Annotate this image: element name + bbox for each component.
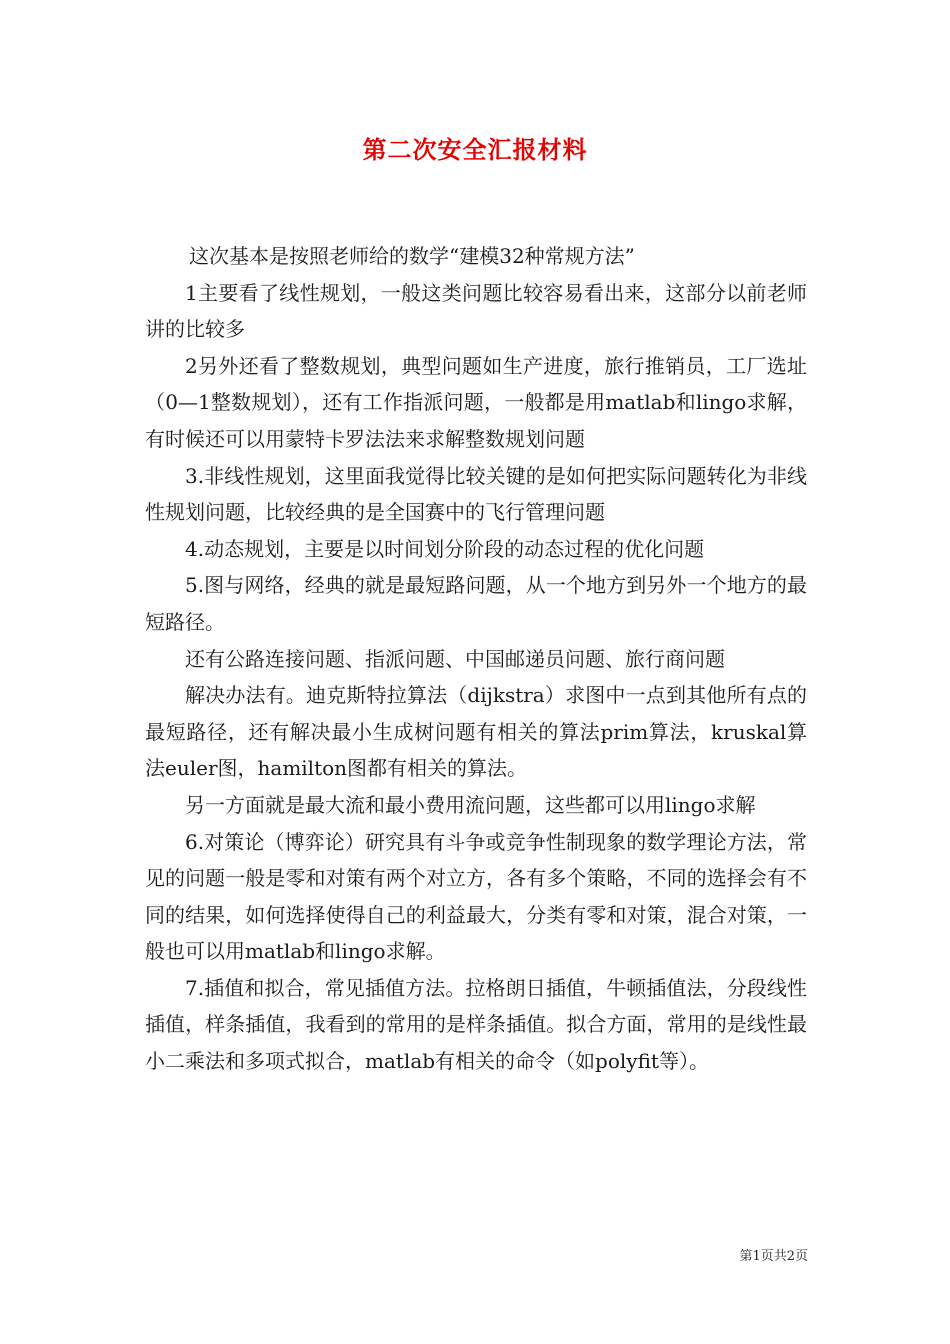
paragraph-nonlinear-programming: 3.非线性规划，这里面我觉得比较关键的是如何把实际问题转化为非线性规划问题，比较经典的是全国赛中的飞行管理问题 [145,463,807,525]
paragraph-interpolation-fitting: 7.插值和拟合，常见插值方法。拉格朗日插值，牛顿插值法，分段线性插值，样条插值，我看到的常用的是样条插值。拟合方面，常用的是线性最小二乘法和多项式拟合，matlab有相关的命令（如polyfit等）。 [145,975,807,1074]
page-number: 第1页共2页 [739,1249,808,1264]
paragraph-game-theory: 6.对策论（博弈论）研究具有斗争或竞争性制现象的数学理论方法，常见的问题一般是零和对策有两个对立方，各有多个策略，不同的选择会有不同的结果，如何选择使得自己的利益最大，分类有零和对策，混合对策，一般也可以用matlab和lingo求解。 [145,829,807,964]
paragraph-flow-problems: 另一方面就是最大流和最小费用流问题，这些都可以用lingo求解 [185,792,756,817]
document-body [145,238,807,1080]
paragraph-integer-programming: 2另外还看了整数规划，典型问题如生产进度，旅行推销员，工厂选址（0—1整数规划），还有工作指派问题，一般都是用matlab和lingo求解，有时候还可以用蒙特卡罗法法来求解整数规划问题 [145,353,807,451]
paragraph-linear-programming: 1主要看了线性规划，一般这类问题比较容易看出来，这部分以前老师讲的比较多 [145,280,807,342]
paragraph-intro: 这次基本是按照老师给的数学“建模32种常规方法” [189,244,635,268]
paragraph-dynamic-programming: 4.动态规划，主要是以时间划分阶段的动态过程的优化问题 [185,536,705,561]
paragraph-graph-network: 5.图与网络，经典的就是最短路问题，从一个地方到另外一个地方的最短路径。 [145,573,807,634]
paragraph-graph-problems: 还有公路连接问题、指派问题、中国邮递员问题、旅行商问题 [185,646,725,671]
paragraph-graph-algorithms: 解决办法有。迪克斯特拉算法（dijkstra）求图中一点到其他所有点的最短路径，还有解决最小生成树问题有相关的算法prim算法，kruskal算法euler图，hamilton图都有相关的算法。 [145,683,807,781]
document-title: 第二次安全汇报材料 [362,135,588,164]
